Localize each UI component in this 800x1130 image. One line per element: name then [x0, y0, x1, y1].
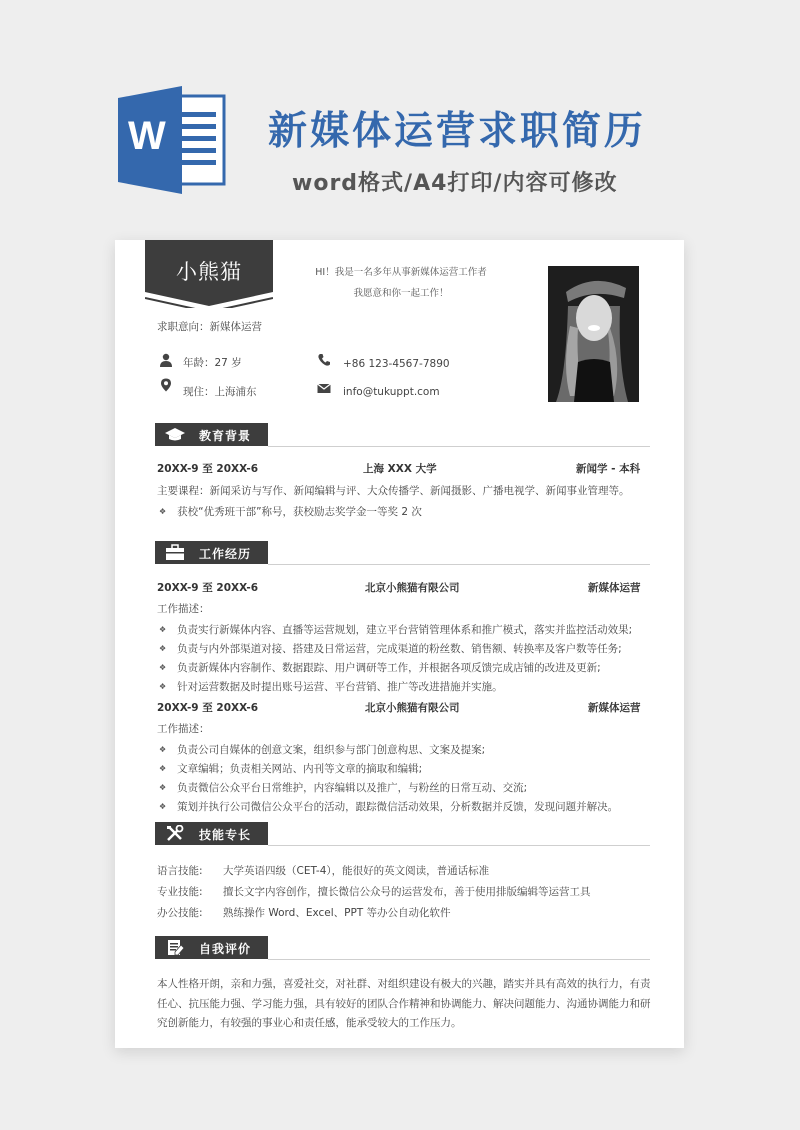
age-text: 年龄：27 岁: [183, 357, 242, 369]
banner-subtitle: word格式/A4打印/内容可修改: [292, 171, 618, 196]
edu-period: 20XX-9 至 20XX-6: [157, 463, 259, 475]
intro-line-2: 我愿意和你一起工作！: [353, 288, 449, 299]
name-tag: [145, 240, 273, 308]
job-period: 20XX-9 至 20XX-6: [157, 702, 259, 714]
tools-icon: [165, 825, 185, 842]
profile-photo: [548, 266, 639, 402]
skills-heading: 技能专长: [199, 828, 252, 842]
divider: [268, 845, 650, 846]
job-title: 新媒体运营: [588, 582, 641, 594]
edu-degree: 新闻学 - 本科: [576, 463, 641, 475]
job-duty: ❖ 负责新媒体内容制作、数据跟踪、用户调研等工作，并根据各项反馈完成店铺的改进及更新;: [159, 661, 601, 676]
skill-label: 办公技能:: [157, 907, 203, 919]
candidate-name: 小熊猫: [176, 260, 242, 284]
location-text: 现住：上海浦东: [183, 386, 257, 398]
job-duty: ❖ 负责与内外部渠道对接、搭建及日常运营，完成渠道的粉丝数、销售额、转换率及客户数等任务;: [159, 642, 622, 657]
document-edit-icon: [165, 939, 185, 956]
divider: [268, 446, 650, 447]
skill-value: 擅长文字内容创作，擅长微信公众号的运营发布，善于使用排版编辑等运营工具: [223, 886, 591, 898]
skill-label: 专业技能:: [157, 886, 203, 898]
job-objective: 求职意向：新媒体运营: [157, 321, 262, 333]
resume-page: [115, 240, 684, 1048]
word-document-icon: [118, 86, 228, 194]
graduation-cap-icon: [165, 426, 185, 443]
phone-text: +86 123-4567-7890: [343, 358, 450, 370]
job-company: 北京小熊猫有限公司: [365, 702, 460, 714]
phone-icon: [317, 353, 331, 367]
edu-school: 上海 XXX 大学: [363, 463, 437, 475]
word-logo-letter: W: [128, 114, 166, 158]
skill-value: 大学英语四级（CET-4），能很好的英文阅读，普通话标准: [223, 865, 490, 877]
job-duty: ❖ 针对运营数据及时提出账号运营、平台营销、推广等改进措施并实施。: [159, 680, 503, 695]
email-text: info@tukuppt.com: [343, 386, 440, 398]
education-heading: 教育背景: [199, 429, 252, 443]
job-duty: ❖ 负责实行新媒体内容、直播等运营规划，建立平台营销管理体系和推广模式，落实并监控活动效果;: [159, 623, 632, 638]
skill-value: 熟练操作 Word、Excel、PPT 等办公自动化软件: [223, 907, 451, 919]
briefcase-icon: [165, 544, 185, 561]
skill-label: 语言技能:: [157, 865, 203, 877]
banner-title: 新媒体运营求职简历: [268, 109, 647, 154]
self-eval-heading: 自我评价: [199, 942, 252, 956]
job-company: 北京小熊猫有限公司: [365, 582, 460, 594]
email-icon: [317, 381, 331, 395]
section-skills: [155, 822, 268, 845]
edu-courses: 主要课程：新闻采访与写作、新闻编辑与评、大众传播学、新闻摄影、广播电视学、新闻事业管理等。: [157, 485, 630, 497]
job-duty: ❖ 负责公司自媒体的创意文案，组织参与部门创意构思、文案及提案;: [159, 743, 485, 758]
edu-honor: ❖ 获校“优秀班干部”称号，获校励志奖学金一等奖 2 次: [159, 505, 422, 520]
section-work: [155, 541, 268, 564]
location-pin-icon: [159, 378, 173, 392]
job-period: 20XX-9 至 20XX-6: [157, 582, 259, 594]
section-self-evaluation: [155, 936, 268, 959]
work-heading: 工作经历: [199, 547, 252, 561]
job-desc-label: 工作描述：: [157, 723, 210, 735]
job-title: 新媒体运营: [588, 702, 641, 714]
divider: [268, 564, 650, 565]
divider: [268, 959, 650, 960]
job-desc-label: 工作描述：: [157, 603, 210, 615]
self-eval-text: 本人性格开朗，亲和力强，喜爱社交，对社群、对组织建设有极大的兴趣，踏实并具有高效的执行力，有责任心、抗压能力强、学习能力强，具有较好的团队合作精神和协调能力、解决问题能力、沟通协调能力和研究创新能力，有较强的事业心和责任感，能承受较大的工作压力。: [157, 978, 651, 1029]
job-duty: ❖ 负责微信公众平台日常维护，内容编辑以及推广，与粉丝的日常互动、交流;: [159, 781, 527, 796]
job-duty: ❖ 策划并执行公司微信公众平台的活动，跟踪微信活动效果，分析数据并反馈，发现问题并解决。: [159, 800, 618, 815]
section-education: [155, 423, 268, 446]
person-icon: [159, 353, 173, 367]
job-duty: ❖ 文章编辑；负责相关网站、内刊等文章的摘取和编辑;: [159, 762, 422, 777]
intro-line-1: HI！我是一名多年从事新媒体运营工作者: [315, 267, 487, 278]
